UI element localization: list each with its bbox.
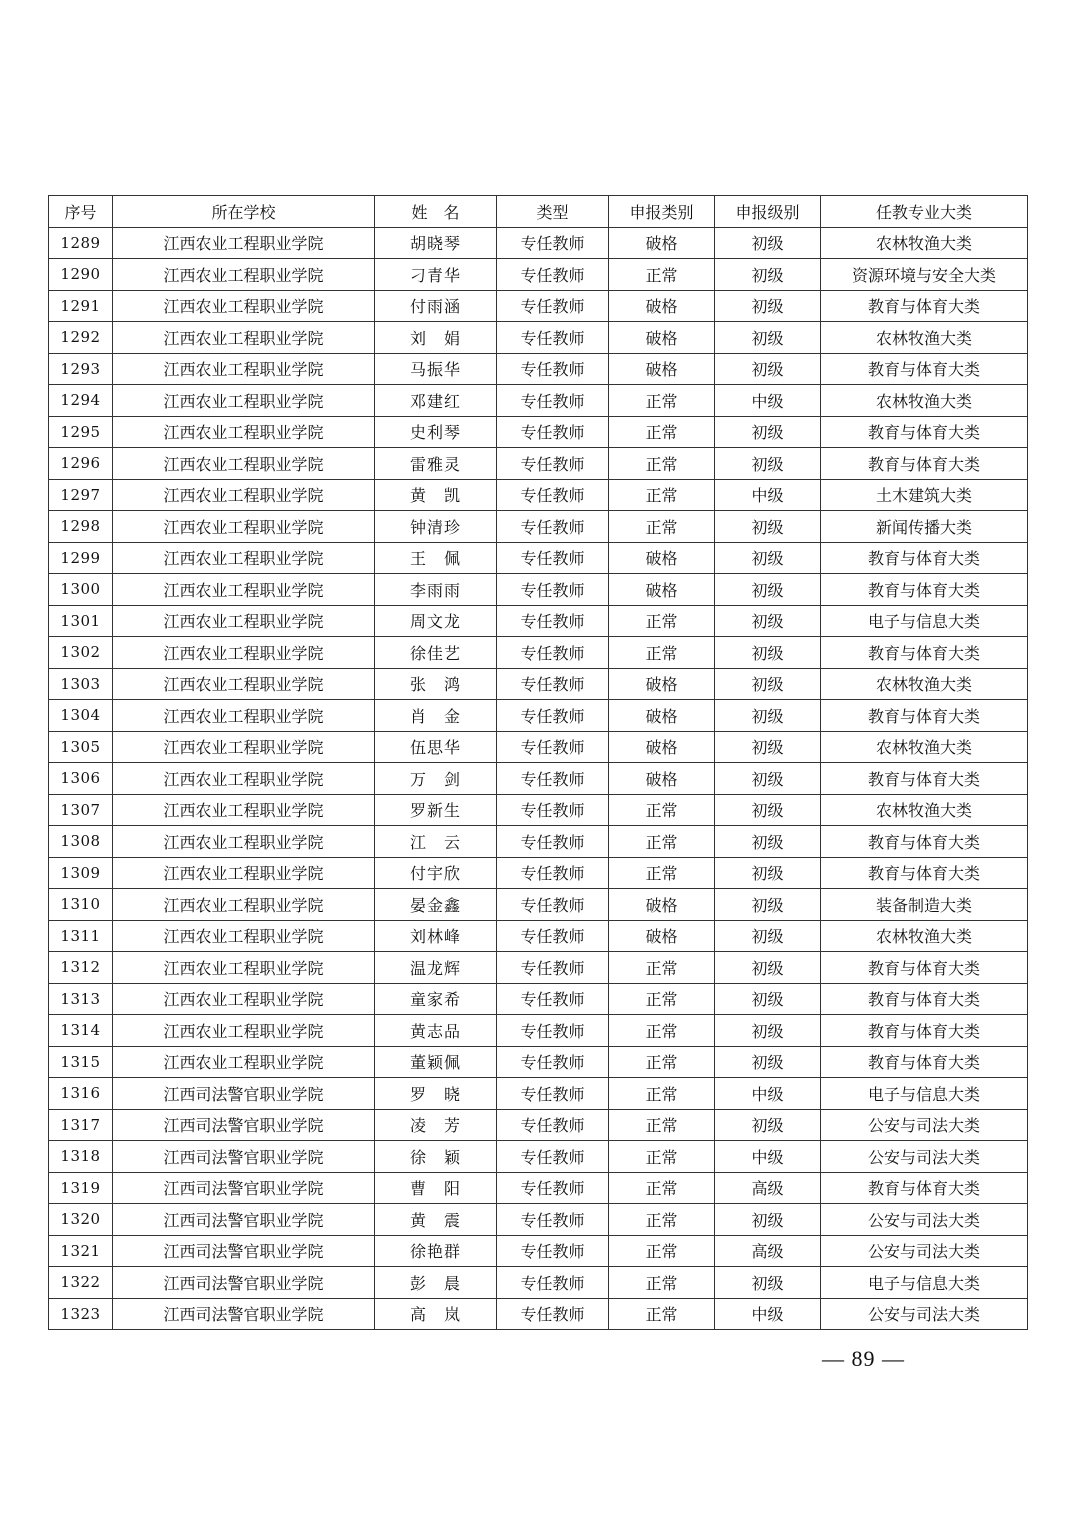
table-row (49, 763, 1028, 795)
major-cell: 教育与体育大类 (821, 857, 1028, 889)
category-cell: 破格 (609, 763, 715, 795)
level-cell: 中级 (715, 1078, 821, 1110)
name-cell: 李雨雨 (375, 574, 497, 606)
school-cell: 江西农业工程职业学院 (113, 731, 375, 763)
level-cell: 高级 (715, 1172, 821, 1204)
name-cell: 王 佩 (375, 542, 497, 574)
major-cell: 教育与体育大类 (821, 353, 1028, 385)
table-row (49, 448, 1028, 480)
name-cell: 温龙辉 (375, 952, 497, 984)
type-cell: 专任教师 (497, 1235, 609, 1267)
school-cell: 江西农业工程职业学院 (113, 668, 375, 700)
category-cell: 正常 (609, 385, 715, 417)
school-cell: 江西农业工程职业学院 (113, 479, 375, 511)
category-cell: 破格 (609, 353, 715, 385)
table-row (49, 511, 1028, 543)
name-cell: 罗新生 (375, 794, 497, 826)
table-row (49, 1267, 1028, 1299)
type-cell: 专任教师 (497, 920, 609, 952)
table-row (49, 1078, 1028, 1110)
type-cell: 专任教师 (497, 1267, 609, 1299)
major-cell: 新闻传播大类 (821, 511, 1028, 543)
major-cell: 电子与信息大类 (821, 605, 1028, 637)
category-cell: 正常 (609, 1298, 715, 1330)
table-row (49, 1204, 1028, 1236)
row-index: 1294 (49, 385, 113, 417)
row-index: 1297 (49, 479, 113, 511)
school-cell: 江西司法警官职业学院 (113, 1204, 375, 1236)
major-cell: 教育与体育大类 (821, 290, 1028, 322)
row-index: 1318 (49, 1141, 113, 1173)
row-index: 1311 (49, 920, 113, 952)
table-row (49, 259, 1028, 291)
major-cell: 教育与体育大类 (821, 448, 1028, 480)
row-index: 1317 (49, 1109, 113, 1141)
school-cell: 江西农业工程职业学院 (113, 227, 375, 259)
type-cell: 专任教师 (497, 1204, 609, 1236)
name-cell: 伍思华 (375, 731, 497, 763)
row-index: 1300 (49, 574, 113, 606)
table-row (49, 1235, 1028, 1267)
major-cell: 土木建筑大类 (821, 479, 1028, 511)
name-cell: 高 岚 (375, 1298, 497, 1330)
type-cell: 专任教师 (497, 385, 609, 417)
school-cell: 江西司法警官职业学院 (113, 1141, 375, 1173)
row-index: 1321 (49, 1235, 113, 1267)
level-cell: 初级 (715, 983, 821, 1015)
major-cell: 教育与体育大类 (821, 700, 1028, 732)
table-row (49, 731, 1028, 763)
school-cell: 江西农业工程职业学院 (113, 416, 375, 448)
row-index: 1310 (49, 889, 113, 921)
name-cell: 徐 颖 (375, 1141, 497, 1173)
level-cell: 初级 (715, 1109, 821, 1141)
school-cell: 江西农业工程职业学院 (113, 920, 375, 952)
table-row (49, 385, 1028, 417)
level-cell: 初级 (715, 731, 821, 763)
school-cell: 江西农业工程职业学院 (113, 259, 375, 291)
table-row (49, 857, 1028, 889)
category-cell: 正常 (609, 826, 715, 858)
table-row (49, 1046, 1028, 1078)
name-cell: 周文龙 (375, 605, 497, 637)
major-cell: 教育与体育大类 (821, 1015, 1028, 1047)
type-cell: 专任教师 (497, 259, 609, 291)
major-cell: 教育与体育大类 (821, 1046, 1028, 1078)
type-cell: 专任教师 (497, 731, 609, 763)
category-cell: 正常 (609, 1267, 715, 1299)
school-cell: 江西农业工程职业学院 (113, 794, 375, 826)
major-cell: 公安与司法大类 (821, 1298, 1028, 1330)
table-row (49, 605, 1028, 637)
row-index: 1290 (49, 259, 113, 291)
row-index: 1313 (49, 983, 113, 1015)
table-row (49, 1172, 1028, 1204)
category-cell: 正常 (609, 1172, 715, 1204)
school-cell: 江西农业工程职业学院 (113, 889, 375, 921)
major-cell: 教育与体育大类 (821, 826, 1028, 858)
name-cell: 黄志品 (375, 1015, 497, 1047)
category-cell: 破格 (609, 290, 715, 322)
category-cell: 正常 (609, 259, 715, 291)
category-cell: 破格 (609, 542, 715, 574)
level-cell: 初级 (715, 637, 821, 669)
table-row (49, 1141, 1028, 1173)
type-cell: 专任教师 (497, 889, 609, 921)
table-row (49, 983, 1028, 1015)
table-row (49, 227, 1028, 259)
row-index: 1302 (49, 637, 113, 669)
category-cell: 正常 (609, 1235, 715, 1267)
type-cell: 专任教师 (497, 542, 609, 574)
table-row (49, 479, 1028, 511)
level-cell: 初级 (715, 763, 821, 795)
type-cell: 专任教师 (497, 857, 609, 889)
table-row (49, 889, 1028, 921)
level-cell: 初级 (715, 542, 821, 574)
type-cell: 专任教师 (497, 1141, 609, 1173)
row-index: 1309 (49, 857, 113, 889)
major-cell: 教育与体育大类 (821, 983, 1028, 1015)
major-cell: 农林牧渔大类 (821, 731, 1028, 763)
row-index: 1319 (49, 1172, 113, 1204)
level-cell: 初级 (715, 889, 821, 921)
name-cell: 胡晓琴 (375, 227, 497, 259)
category-cell: 正常 (609, 1078, 715, 1110)
name-cell: 黄 凯 (375, 479, 497, 511)
category-cell: 破格 (609, 889, 715, 921)
level-cell: 中级 (715, 1141, 821, 1173)
name-cell: 刁青华 (375, 259, 497, 291)
school-cell: 江西农业工程职业学院 (113, 1015, 375, 1047)
type-cell: 专任教师 (497, 668, 609, 700)
row-index: 1291 (49, 290, 113, 322)
type-cell: 专任教师 (497, 1109, 609, 1141)
name-cell: 徐艳群 (375, 1235, 497, 1267)
type-cell: 专任教师 (497, 479, 609, 511)
type-cell: 专任教师 (497, 353, 609, 385)
table-row (49, 637, 1028, 669)
major-cell: 公安与司法大类 (821, 1141, 1028, 1173)
school-cell: 江西农业工程职业学院 (113, 637, 375, 669)
level-cell: 初级 (715, 511, 821, 543)
header-school: 所在学校 (113, 196, 375, 228)
school-cell: 江西农业工程职业学院 (113, 290, 375, 322)
name-cell: 江 云 (375, 826, 497, 858)
school-cell: 江西司法警官职业学院 (113, 1267, 375, 1299)
type-cell: 专任教师 (497, 605, 609, 637)
category-cell: 正常 (609, 1015, 715, 1047)
table-header-row (49, 196, 1028, 228)
type-cell: 专任教师 (497, 700, 609, 732)
major-cell: 农林牧渔大类 (821, 385, 1028, 417)
type-cell: 专任教师 (497, 983, 609, 1015)
row-index: 1304 (49, 700, 113, 732)
name-cell: 肖 金 (375, 700, 497, 732)
category-cell: 正常 (609, 637, 715, 669)
header-level: 申报级别 (715, 196, 821, 228)
name-cell: 邓建红 (375, 385, 497, 417)
level-cell: 初级 (715, 794, 821, 826)
type-cell: 专任教师 (497, 637, 609, 669)
school-cell: 江西农业工程职业学院 (113, 1046, 375, 1078)
major-cell: 教育与体育大类 (821, 416, 1028, 448)
row-index: 1299 (49, 542, 113, 574)
name-cell: 钟清珍 (375, 511, 497, 543)
level-cell: 中级 (715, 479, 821, 511)
major-cell: 农林牧渔大类 (821, 668, 1028, 700)
major-cell: 农林牧渔大类 (821, 322, 1028, 354)
major-cell: 教育与体育大类 (821, 542, 1028, 574)
name-cell: 刘林峰 (375, 920, 497, 952)
level-cell: 初级 (715, 290, 821, 322)
table-row (49, 542, 1028, 574)
category-cell: 破格 (609, 227, 715, 259)
type-cell: 专任教师 (497, 322, 609, 354)
type-cell: 专任教师 (497, 1078, 609, 1110)
table-row (49, 416, 1028, 448)
table-row (49, 1015, 1028, 1047)
level-cell: 初级 (715, 857, 821, 889)
type-cell: 专任教师 (497, 1046, 609, 1078)
level-cell: 初级 (715, 574, 821, 606)
level-cell: 初级 (715, 1046, 821, 1078)
level-cell: 中级 (715, 385, 821, 417)
type-cell: 专任教师 (497, 574, 609, 606)
table-row (49, 826, 1028, 858)
school-cell: 江西司法警官职业学院 (113, 1078, 375, 1110)
category-cell: 破格 (609, 731, 715, 763)
school-cell: 江西司法警官职业学院 (113, 1172, 375, 1204)
category-cell: 破格 (609, 668, 715, 700)
row-index: 1320 (49, 1204, 113, 1236)
level-cell: 初级 (715, 920, 821, 952)
table-row (49, 1109, 1028, 1141)
row-index: 1307 (49, 794, 113, 826)
category-cell: 破格 (609, 700, 715, 732)
table-row (49, 668, 1028, 700)
school-cell: 江西农业工程职业学院 (113, 826, 375, 858)
row-index: 1293 (49, 353, 113, 385)
roster-table (48, 195, 1028, 1330)
level-cell: 初级 (715, 1204, 821, 1236)
school-cell: 江西农业工程职业学院 (113, 322, 375, 354)
major-cell: 电子与信息大类 (821, 1267, 1028, 1299)
level-cell: 初级 (715, 353, 821, 385)
major-cell: 教育与体育大类 (821, 763, 1028, 795)
table-row (49, 794, 1028, 826)
row-index: 1296 (49, 448, 113, 480)
school-cell: 江西司法警官职业学院 (113, 1235, 375, 1267)
name-cell: 曹 阳 (375, 1172, 497, 1204)
level-cell: 中级 (715, 1298, 821, 1330)
school-cell: 江西农业工程职业学院 (113, 700, 375, 732)
school-cell: 江西农业工程职业学院 (113, 983, 375, 1015)
row-index: 1308 (49, 826, 113, 858)
row-index: 1322 (49, 1267, 113, 1299)
header-type: 类型 (497, 196, 609, 228)
name-cell: 童家希 (375, 983, 497, 1015)
category-cell: 正常 (609, 1109, 715, 1141)
level-cell: 初级 (715, 1267, 821, 1299)
row-index: 1323 (49, 1298, 113, 1330)
level-cell: 初级 (715, 448, 821, 480)
major-cell: 电子与信息大类 (821, 1078, 1028, 1110)
header-major: 任教专业大类 (821, 196, 1028, 228)
school-cell: 江西农业工程职业学院 (113, 353, 375, 385)
category-cell: 破格 (609, 920, 715, 952)
row-index: 1315 (49, 1046, 113, 1078)
table-row (49, 952, 1028, 984)
school-cell: 江西农业工程职业学院 (113, 857, 375, 889)
level-cell: 初级 (715, 1015, 821, 1047)
name-cell: 史利琴 (375, 416, 497, 448)
table-row (49, 574, 1028, 606)
row-index: 1298 (49, 511, 113, 543)
level-cell: 初级 (715, 668, 821, 700)
major-cell: 教育与体育大类 (821, 952, 1028, 984)
table-row (49, 290, 1028, 322)
school-cell: 江西农业工程职业学院 (113, 448, 375, 480)
category-cell: 正常 (609, 1204, 715, 1236)
name-cell: 罗 晓 (375, 1078, 497, 1110)
table-row (49, 1298, 1028, 1330)
category-cell: 正常 (609, 857, 715, 889)
major-cell: 装备制造大类 (821, 889, 1028, 921)
category-cell: 正常 (609, 952, 715, 984)
type-cell: 专任教师 (497, 1015, 609, 1047)
name-cell: 雷雅灵 (375, 448, 497, 480)
name-cell: 张 鸿 (375, 668, 497, 700)
table-row (49, 920, 1028, 952)
major-cell: 农林牧渔大类 (821, 227, 1028, 259)
major-cell: 农林牧渔大类 (821, 794, 1028, 826)
school-cell: 江西农业工程职业学院 (113, 574, 375, 606)
type-cell: 专任教师 (497, 290, 609, 322)
school-cell: 江西农业工程职业学院 (113, 542, 375, 574)
category-cell: 正常 (609, 1141, 715, 1173)
school-cell: 江西司法警官职业学院 (113, 1109, 375, 1141)
row-index: 1303 (49, 668, 113, 700)
name-cell: 晏金鑫 (375, 889, 497, 921)
type-cell: 专任教师 (497, 1298, 609, 1330)
category-cell: 正常 (609, 794, 715, 826)
major-cell: 农林牧渔大类 (821, 920, 1028, 952)
header-index: 序号 (49, 196, 113, 228)
type-cell: 专任教师 (497, 826, 609, 858)
major-cell: 教育与体育大类 (821, 637, 1028, 669)
school-cell: 江西农业工程职业学院 (113, 763, 375, 795)
major-cell: 教育与体育大类 (821, 1172, 1028, 1204)
school-cell: 江西农业工程职业学院 (113, 605, 375, 637)
level-cell: 初级 (715, 826, 821, 858)
row-index: 1312 (49, 952, 113, 984)
name-cell: 黄 震 (375, 1204, 497, 1236)
name-cell: 徐佳艺 (375, 637, 497, 669)
major-cell: 资源环境与安全大类 (821, 259, 1028, 291)
school-cell: 江西农业工程职业学院 (113, 511, 375, 543)
row-index: 1292 (49, 322, 113, 354)
category-cell: 破格 (609, 574, 715, 606)
name-cell: 刘 娟 (375, 322, 497, 354)
category-cell: 正常 (609, 479, 715, 511)
major-cell: 教育与体育大类 (821, 574, 1028, 606)
level-cell: 初级 (715, 227, 821, 259)
table-body (49, 227, 1028, 1330)
type-cell: 专任教师 (497, 448, 609, 480)
major-cell: 公安与司法大类 (821, 1109, 1028, 1141)
type-cell: 专任教师 (497, 416, 609, 448)
row-index: 1289 (49, 227, 113, 259)
level-cell: 初级 (715, 700, 821, 732)
name-cell: 董颖佩 (375, 1046, 497, 1078)
row-index: 1316 (49, 1078, 113, 1110)
level-cell: 初级 (715, 605, 821, 637)
school-cell: 江西农业工程职业学院 (113, 952, 375, 984)
name-cell: 彭 晨 (375, 1267, 497, 1299)
level-cell: 高级 (715, 1235, 821, 1267)
type-cell: 专任教师 (497, 227, 609, 259)
header-category: 申报类别 (609, 196, 715, 228)
category-cell: 正常 (609, 983, 715, 1015)
name-cell: 马振华 (375, 353, 497, 385)
category-cell: 正常 (609, 1046, 715, 1078)
category-cell: 正常 (609, 605, 715, 637)
name-cell: 付雨涵 (375, 290, 497, 322)
row-index: 1301 (49, 605, 113, 637)
name-cell: 付宇欣 (375, 857, 497, 889)
name-cell: 凌 芳 (375, 1109, 497, 1141)
type-cell: 专任教师 (497, 1172, 609, 1204)
header-name: 姓 名 (375, 196, 497, 228)
row-index: 1306 (49, 763, 113, 795)
category-cell: 正常 (609, 511, 715, 543)
level-cell: 初级 (715, 322, 821, 354)
level-cell: 初级 (715, 259, 821, 291)
major-cell: 公安与司法大类 (821, 1235, 1028, 1267)
type-cell: 专任教师 (497, 763, 609, 795)
category-cell: 正常 (609, 416, 715, 448)
row-index: 1314 (49, 1015, 113, 1047)
table-row (49, 700, 1028, 732)
level-cell: 初级 (715, 416, 821, 448)
school-cell: 江西农业工程职业学院 (113, 385, 375, 417)
page-number: — 89 — (822, 1346, 905, 1371)
type-cell: 专任教师 (497, 952, 609, 984)
major-cell: 公安与司法大类 (821, 1204, 1028, 1236)
type-cell: 专任教师 (497, 794, 609, 826)
name-cell: 万 剑 (375, 763, 497, 795)
level-cell: 初级 (715, 952, 821, 984)
type-cell: 专任教师 (497, 511, 609, 543)
school-cell: 江西司法警官职业学院 (113, 1298, 375, 1330)
row-index: 1305 (49, 731, 113, 763)
category-cell: 正常 (609, 448, 715, 480)
row-index: 1295 (49, 416, 113, 448)
table-row (49, 322, 1028, 354)
category-cell: 破格 (609, 322, 715, 354)
table-row (49, 353, 1028, 385)
